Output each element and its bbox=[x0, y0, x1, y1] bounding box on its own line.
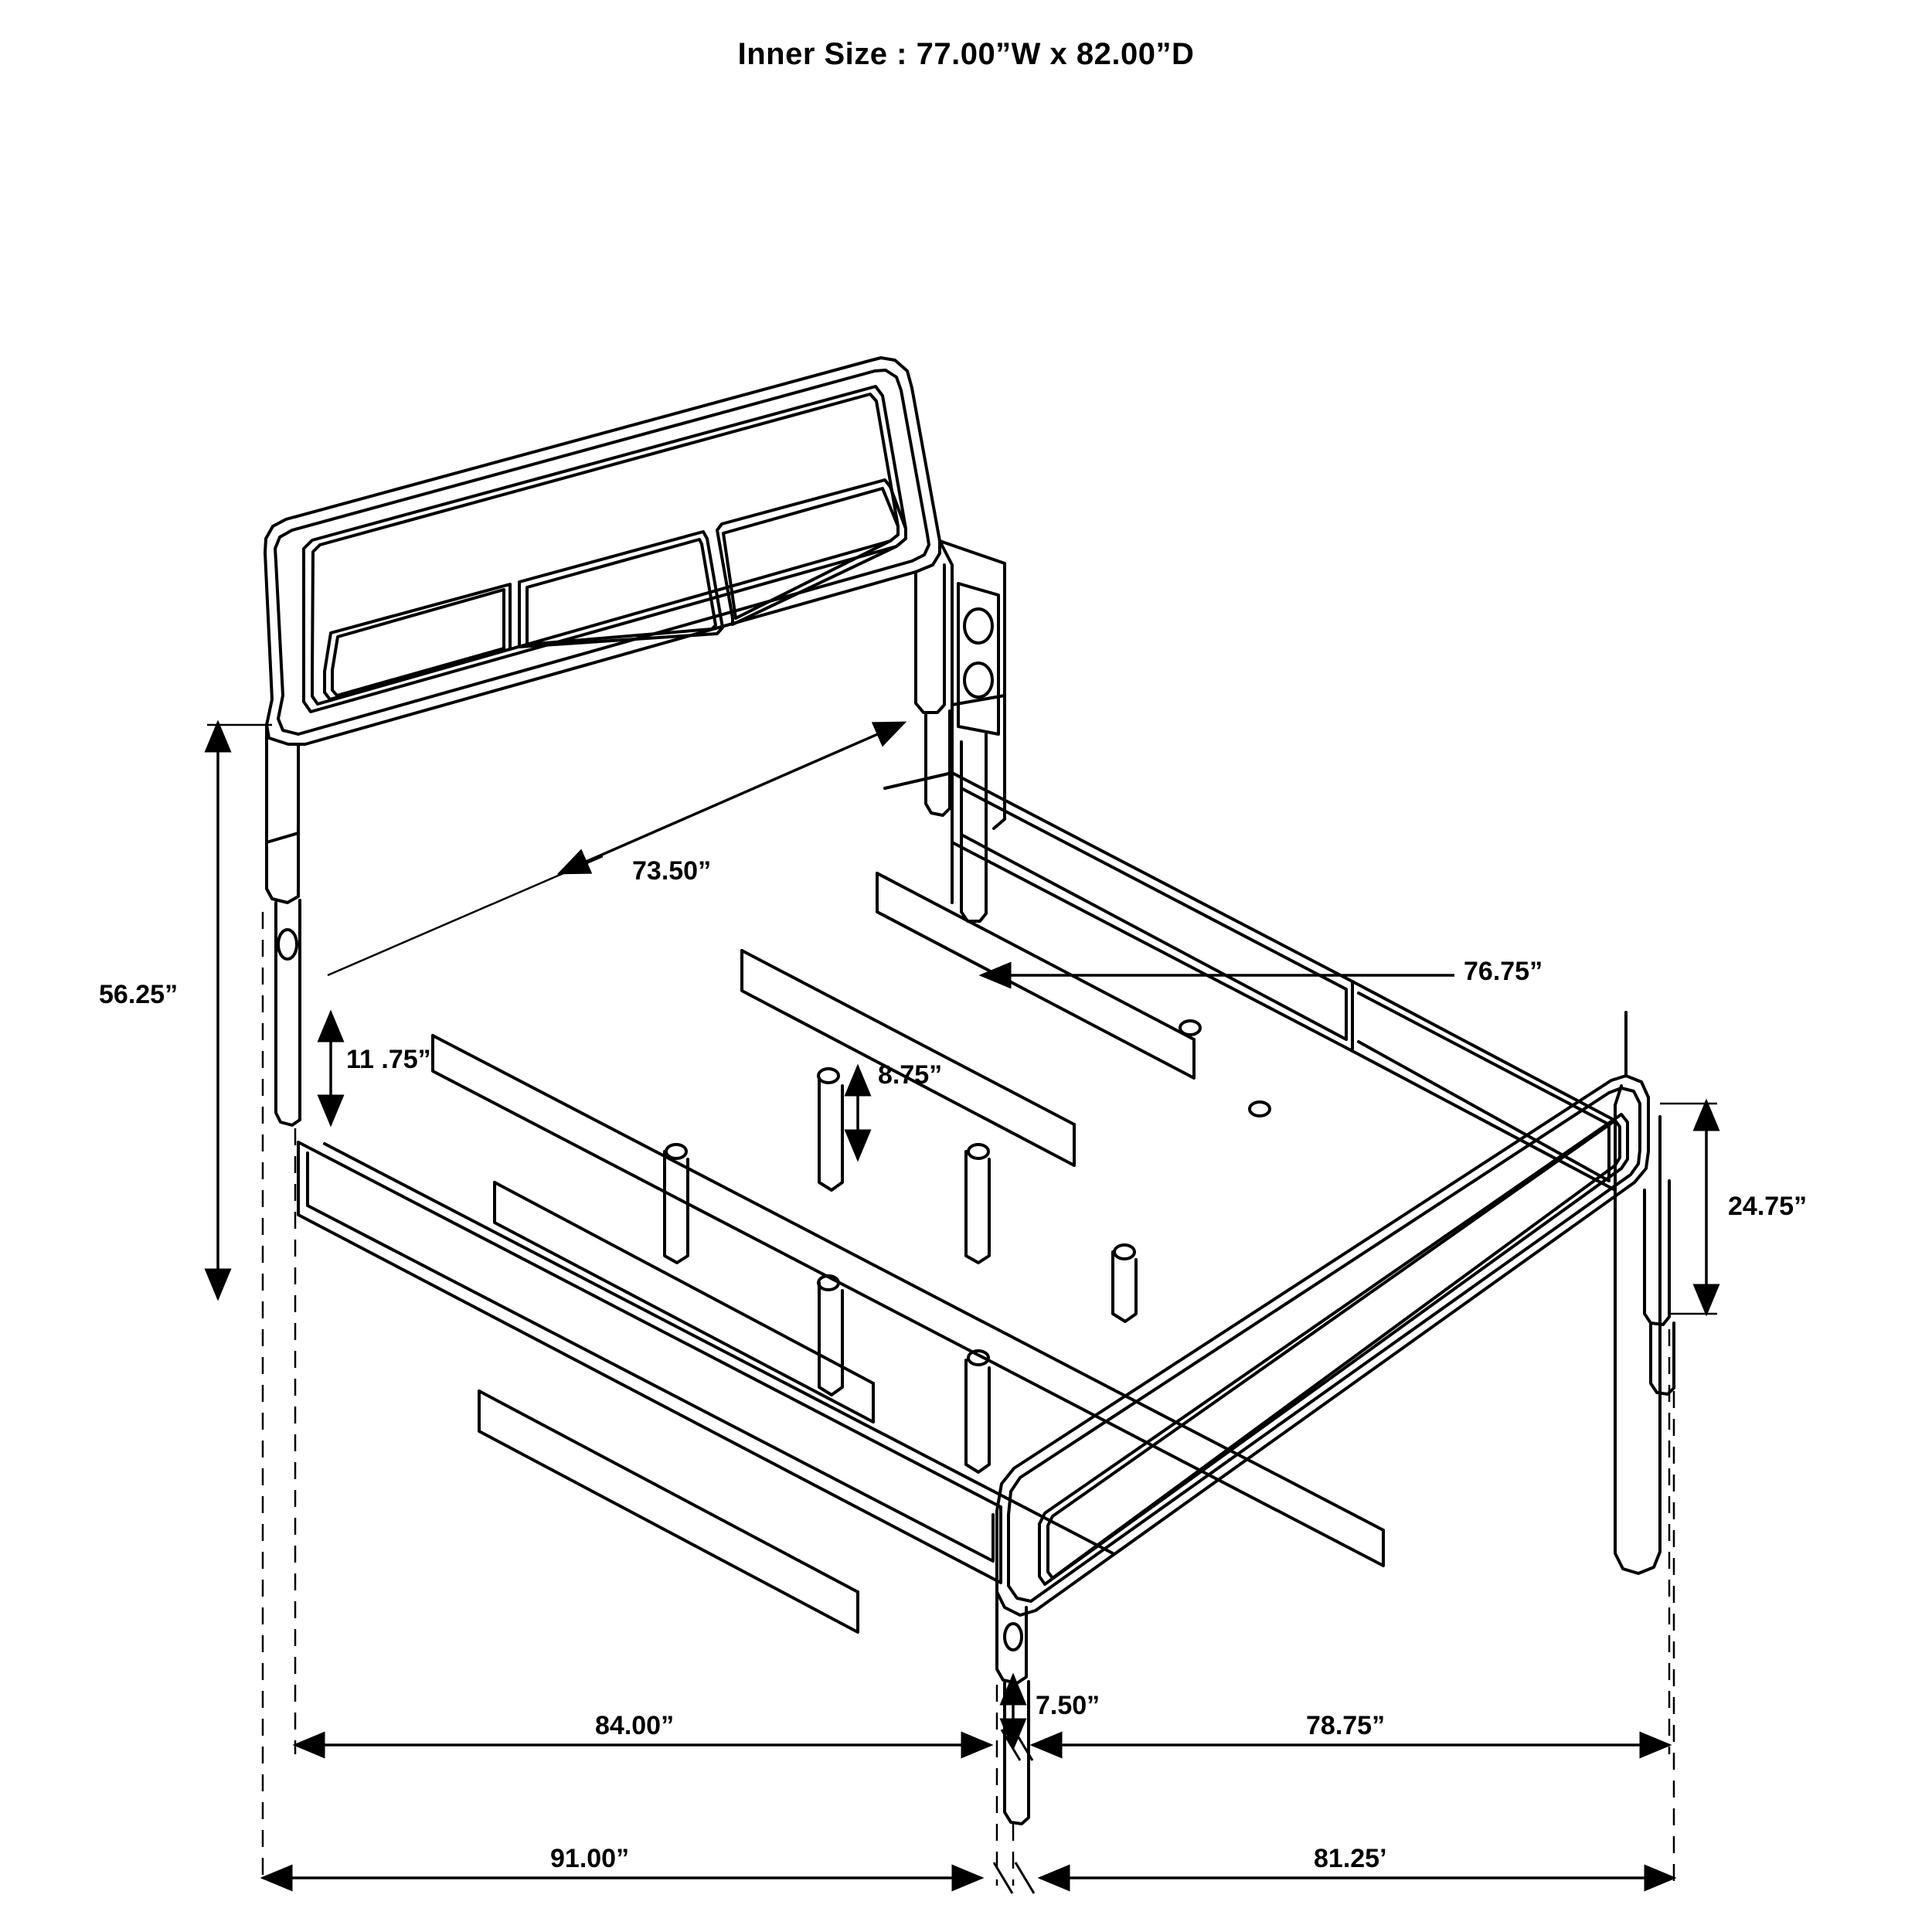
dimension-label-overall-length-lower: 91.00” bbox=[550, 1844, 630, 1873]
dimension-label-rail-to-floor-clearance: 11 .75” bbox=[346, 1045, 431, 1074]
page-title: Inner Size : 77.00”W x 82.00”D bbox=[737, 37, 1195, 71]
dimension-label-slat-support-height: 8.75” bbox=[878, 1060, 943, 1090]
dimension-label-headboard-height: 56.25” bbox=[99, 980, 179, 1009]
dimension-label-footboard-height: 24.75” bbox=[1728, 1192, 1808, 1221]
dimension-label-overall-length-upper: 84.00” bbox=[595, 1711, 675, 1740]
dimension-label-inside-rail-width: 76.75” bbox=[1464, 957, 1543, 986]
dimension-label-footboard-leg-height: 7.50” bbox=[1036, 1691, 1100, 1720]
dimension-label-overall-depth-upper-right: 78.75” bbox=[1306, 1711, 1386, 1740]
dimension-label-headboard-inner-width: 73.50” bbox=[632, 856, 712, 886]
dimension-label-overall-depth-lower-right: 81.25’ bbox=[1314, 1844, 1387, 1873]
